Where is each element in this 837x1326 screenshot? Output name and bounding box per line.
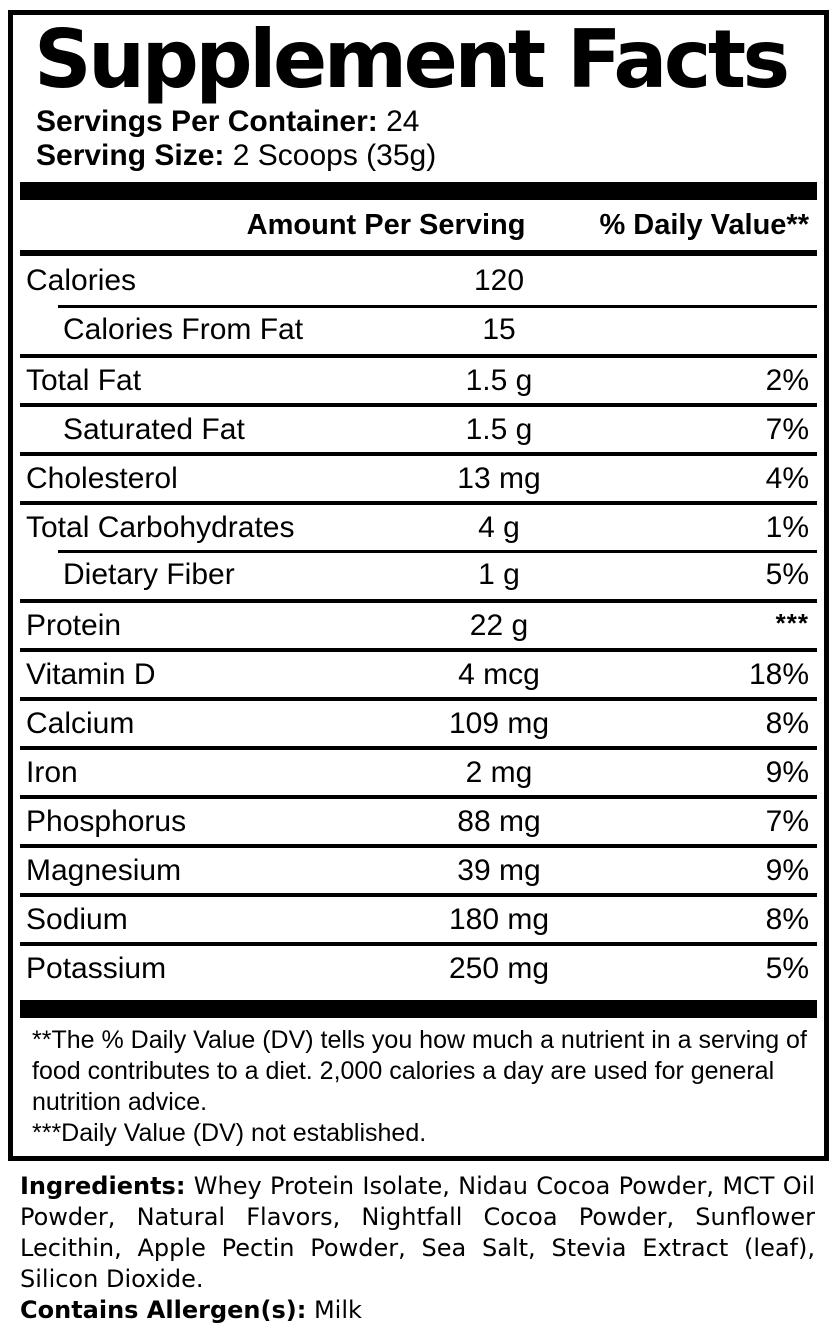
nutrient-name: Phosphorus bbox=[26, 804, 187, 838]
column-header-amount: Amount Per Serving bbox=[246, 209, 526, 242]
nutrient-row-total-fat bbox=[20, 354, 817, 403]
nutrient-dv: *** bbox=[775, 608, 809, 639]
nutrient-amount: 13 mg bbox=[457, 461, 541, 495]
nutrient-row-saturated-fat bbox=[20, 403, 817, 452]
nutrient-amount: 250 mg bbox=[448, 951, 550, 985]
nutrient-name: Cholesterol bbox=[26, 461, 178, 495]
nutrient-name: Magnesium bbox=[26, 853, 182, 887]
nutrient-amount: 15 bbox=[482, 312, 516, 346]
nutrient-row-calories bbox=[20, 256, 817, 305]
nutrient-name: Total Fat bbox=[26, 363, 142, 397]
nutrient-amount: 120 bbox=[473, 263, 525, 297]
nutrient-amount: 109 mg bbox=[448, 706, 550, 740]
nutrient-name: Sodium bbox=[26, 902, 128, 936]
nutrient-name: Calories From Fat bbox=[63, 312, 304, 346]
nutrient-amount: 4 g bbox=[478, 510, 520, 544]
nutrient-name: Calcium bbox=[26, 706, 135, 740]
nutrient-row-calories-from-fat bbox=[20, 305, 817, 354]
divider-bar-top bbox=[20, 182, 817, 200]
servings-per-container-value: 24 bbox=[377, 105, 420, 139]
ingredients-section bbox=[20, 1171, 815, 1326]
nutrient-name: Vitamin D bbox=[26, 657, 156, 691]
serving-size-value: 2 Scoops (35g) bbox=[224, 139, 437, 173]
ingredients-list: Whey Protein Isolate, Nidau Cocoa Powder, MCT Oil Powder, Natural Flavors, Nightfall Cocoa Powder, Sunflower Lecithin, Apple Pectin Powder, Sea Salt, Stevia Extract (leaf), Silicon Dioxide. bbox=[20, 1172, 815, 1294]
footnote-not-established: ***Daily Value (DV) not established. bbox=[32, 1119, 427, 1148]
nutrient-row-sodium bbox=[20, 893, 817, 942]
serving-size-label: Serving Size: bbox=[36, 139, 225, 173]
nutrient-row-phosphorus bbox=[20, 795, 817, 844]
nutrient-dv: 8% bbox=[765, 706, 809, 740]
allergen-line bbox=[20, 1295, 815, 1326]
nutrient-name: Potassium bbox=[26, 951, 167, 985]
footnotes bbox=[20, 1018, 817, 1152]
nutrient-amount: 88 mg bbox=[457, 804, 541, 838]
nutrient-row-vitamin-d bbox=[20, 648, 817, 697]
nutrient-row-magnesium bbox=[20, 844, 817, 893]
nutrient-dv: 4% bbox=[765, 461, 809, 495]
serving-size bbox=[36, 139, 817, 173]
table-header bbox=[20, 200, 817, 256]
supplement-facts-panel bbox=[8, 10, 829, 1161]
ingredients-text bbox=[20, 1171, 815, 1295]
nutrient-row-calcium bbox=[20, 697, 817, 746]
nutrient-row-cholesterol bbox=[20, 452, 817, 501]
nutrient-amount: 1 g bbox=[478, 557, 520, 591]
nutrient-dv: 8% bbox=[765, 902, 809, 936]
servings-per-container bbox=[36, 105, 817, 139]
servings-per-container-label: Servings Per Container: bbox=[36, 105, 378, 139]
nutrient-name: Saturated Fat bbox=[63, 412, 245, 446]
nutrient-dv: 5% bbox=[765, 951, 809, 985]
column-header-daily-value: % Daily Value** bbox=[599, 209, 809, 242]
allergen-value: Milk bbox=[306, 1296, 362, 1325]
nutrient-amount: 180 mg bbox=[448, 902, 550, 936]
nutrient-row-potassium bbox=[20, 942, 817, 991]
nutrient-row-iron bbox=[20, 746, 817, 795]
nutrient-amount: 2 mg bbox=[465, 755, 533, 789]
nutrient-amount: 1.5 g bbox=[465, 412, 533, 446]
nutrient-amount: 4 mcg bbox=[458, 657, 540, 691]
nutrient-row-total-carbohydrates bbox=[20, 501, 817, 550]
divider-bar-bottom bbox=[20, 1000, 817, 1018]
nutrient-dv: 9% bbox=[765, 755, 809, 789]
nutrient-dv: 1% bbox=[765, 510, 809, 544]
page-title: Supplement Facts bbox=[34, 13, 787, 106]
nutrient-dv: 7% bbox=[765, 804, 809, 838]
nutrient-name: Iron bbox=[26, 755, 78, 789]
ingredients-label: Ingredients: bbox=[20, 1172, 186, 1201]
nutrient-dv: 18% bbox=[748, 657, 809, 691]
nutrient-dv: 5% bbox=[765, 557, 809, 591]
nutrient-name: Calories bbox=[26, 263, 137, 297]
nutrient-row-protein bbox=[20, 599, 817, 648]
footnote-daily-value: **The % Daily Value (DV) tells you how much a nutrient in a serving of food contributes to a diet. 2,000 calories a day are used for general nutrition advice. bbox=[32, 1026, 807, 1117]
nutrient-amount: 22 g bbox=[469, 608, 529, 642]
allergen-label: Contains Allergen(s): bbox=[20, 1296, 307, 1325]
nutrient-dv: 2% bbox=[765, 363, 809, 397]
nutrient-name: Total Carbohydrates bbox=[26, 510, 295, 544]
nutrient-name: Protein bbox=[26, 608, 122, 642]
nutrient-amount: 39 mg bbox=[457, 853, 541, 887]
nutrient-amount: 1.5 g bbox=[465, 363, 533, 397]
nutrient-name: Dietary Fiber bbox=[63, 557, 235, 591]
nutrient-row-dietary-fiber bbox=[20, 550, 817, 599]
nutrient-dv: 9% bbox=[765, 853, 809, 887]
nutrient-dv: 7% bbox=[765, 412, 809, 446]
serving-info bbox=[20, 105, 817, 173]
